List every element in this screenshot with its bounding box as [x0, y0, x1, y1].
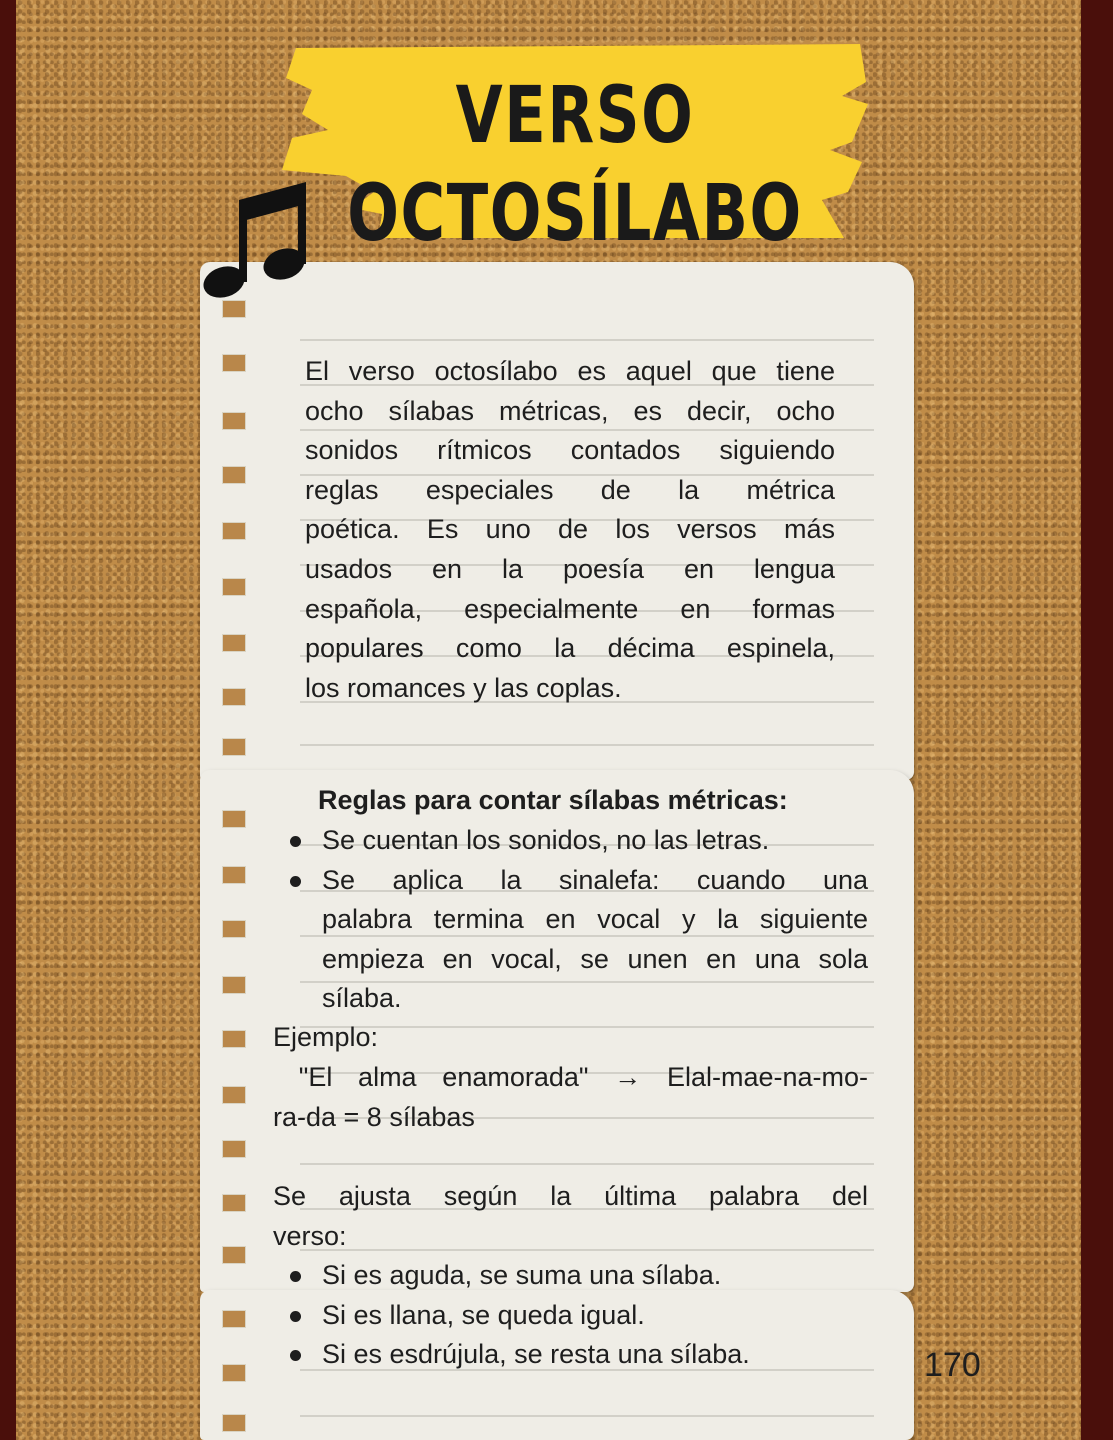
hole [222, 634, 246, 652]
intro-line: ocho sílabas métricas, es decir, ocho [305, 395, 835, 426]
hole [222, 466, 246, 484]
right-frame-edge [1081, 0, 1113, 1440]
hole [222, 522, 246, 540]
list-item-line: palabra termina en vocal y la siguiente [322, 904, 868, 935]
hole [222, 412, 246, 430]
hole [222, 810, 246, 828]
page-title-line-1: VERSO [455, 71, 695, 161]
rules-heading: Reglas para contar sílabas métricas: [318, 785, 788, 815]
hole [222, 1194, 246, 1212]
rules-list [322, 821, 868, 1019]
example-text [273, 1058, 868, 1137]
hole [222, 1414, 246, 1432]
example-label: Ejemplo: [273, 1022, 379, 1052]
list-item-line: sílaba. [322, 983, 402, 1014]
bullet-icon [290, 876, 301, 887]
bullet-icon [290, 1311, 301, 1322]
list-item-text: Se cuentan los sonidos, no las letras. [322, 825, 770, 855]
list-item-text: Si es llana, se queda igual. [322, 1299, 645, 1330]
example-line-1: "El alma enamorada" → Elal-mae-na-mo- [273, 1062, 868, 1092]
example-line-2: ra-da = 8 sílabas [273, 1101, 475, 1132]
list-item [322, 861, 868, 1019]
hole [222, 1030, 246, 1048]
intro-line: poética. Es uno de los versos más [305, 514, 835, 545]
title-banner [282, 42, 868, 259]
hole [222, 738, 246, 756]
hole [222, 976, 246, 994]
hole [222, 354, 246, 372]
music-note-icon [200, 180, 310, 300]
hole [222, 1140, 246, 1158]
intro-line: usados en la poesía en lengua [305, 553, 835, 584]
bullet-icon [290, 836, 301, 847]
list-item [322, 1296, 868, 1336]
list-item-line: Se aplica la sinalefa: cuando una [322, 864, 868, 895]
intro-paragraph [305, 352, 835, 708]
page-title-line-2: OCTOSÍLABO [347, 169, 803, 259]
hole [222, 1364, 246, 1382]
intro-line: El verso octosílabo es aquel que tiene [305, 356, 835, 386]
intro-line: sonidos rítmicos contados siguiendo [305, 435, 835, 466]
list-item [322, 821, 868, 861]
intro-line: los romances y las coplas. [305, 672, 622, 703]
bullet-icon [290, 1271, 301, 1282]
adjust-paragraph [273, 1177, 868, 1256]
hole [222, 1310, 246, 1328]
hole [222, 1246, 246, 1264]
hole [222, 866, 246, 884]
intro-line: reglas especiales de la métrica [305, 474, 835, 505]
hole [222, 1086, 246, 1104]
list-item [322, 1335, 868, 1375]
adjust-line-1: Se ajusta según la última palabra del [273, 1181, 868, 1211]
page-number: 170 [924, 1346, 981, 1384]
list-item [322, 1256, 868, 1296]
intro-line: española, especialmente en formas [305, 593, 835, 624]
list-item-line: empieza en vocal, se unen en una sola [322, 943, 868, 974]
hole [222, 688, 246, 706]
list-item-text: Si es esdrújula, se resta una sílaba. [322, 1339, 750, 1370]
hole [222, 920, 246, 938]
hole [222, 578, 246, 596]
intro-line: populares como la décima espinela, [305, 633, 835, 664]
left-frame-edge [0, 0, 16, 1440]
list-item-text: Si es aguda, se suma una sílaba. [322, 1260, 722, 1290]
adjust-line-2: verso: [273, 1220, 347, 1251]
adjust-list [322, 1256, 868, 1375]
hole [222, 300, 246, 318]
